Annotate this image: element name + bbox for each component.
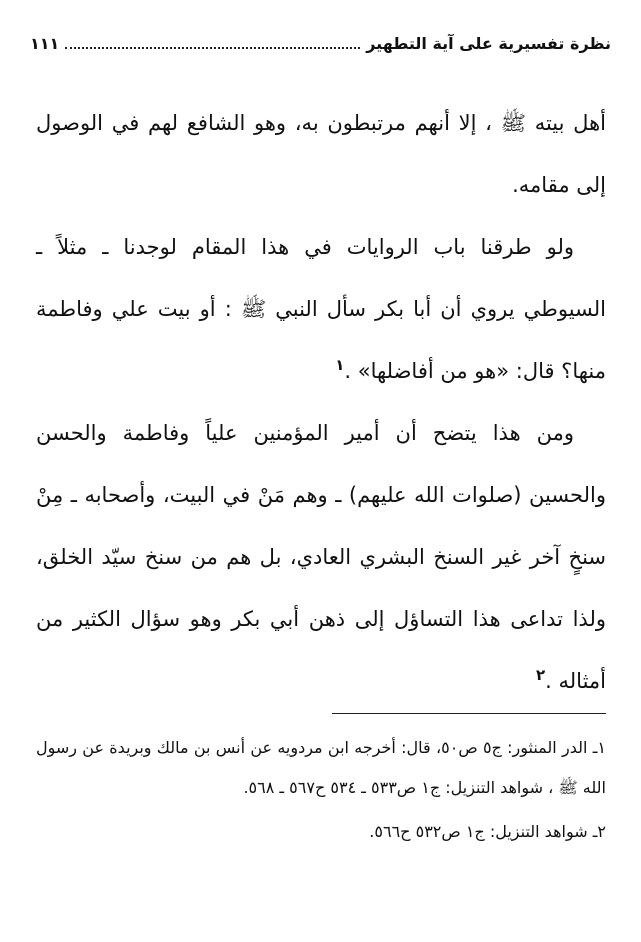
- footnotes: [36, 728, 606, 852]
- paragraph-2-text: ولو طرقنا باب الروايات في هذا المقام لوجدنا ـ مثلاً ـ السيوطي يروي أن أبا بكر سأل النبي ﷺ : أو بيت علي وفاطمة منها؟ قال: «هو من أفاضلها» .: [36, 235, 606, 383]
- paragraph-3: [36, 402, 606, 712]
- page-number: ١١١: [30, 34, 60, 53]
- paragraph-2: [36, 216, 606, 402]
- header-dot-leader: [65, 35, 360, 49]
- footnote-1: ١ـ الدر المنثور: ج٥ ص٥٠، قال: أخرجه ابن مردويه عن أنس بن مالك وبريدة عن رسول الله ﷺ ، شواهد التنزيل: ج١ ص٥٣٣ ـ ٥٣٤ ح٥٦٧ ـ ٥٦٨.: [36, 738, 607, 797]
- running-header: [30, 34, 611, 58]
- footnote-separator: [332, 713, 606, 714]
- header-title: نظرة تفسيرية على آية التطهير: [366, 34, 611, 53]
- footnote-ref-2: ٢: [536, 666, 546, 684]
- footnote-2: ٢ـ شواهد التنزيل: ج١ ص٥٣٢ ح٥٦٦.: [369, 822, 606, 841]
- paragraph-3-text: ومن هذا يتضح أن أمير المؤمنين علياً وفاطمة والحسن والحسين (صلوات الله عليهم) ـ وهم مَنْ في البيت، وأصحابه ـ مِنْ سنخٍ آخر غير السنخ البشري العادي، بل هم من سنخ سيّد الخلق، ولذا تداعى هذا التساؤل إلى ذهن أبي بكر وهو سؤال الكثير من أمثاله .: [36, 421, 606, 693]
- footnote-ref-1: ١: [335, 356, 345, 374]
- paragraph-1: أهل بيته ﷺ ، إلا أنهم مرتبطون به، وهو الشافع لهم في الوصول إلى مقامه.: [36, 111, 606, 197]
- main-text: [36, 92, 606, 712]
